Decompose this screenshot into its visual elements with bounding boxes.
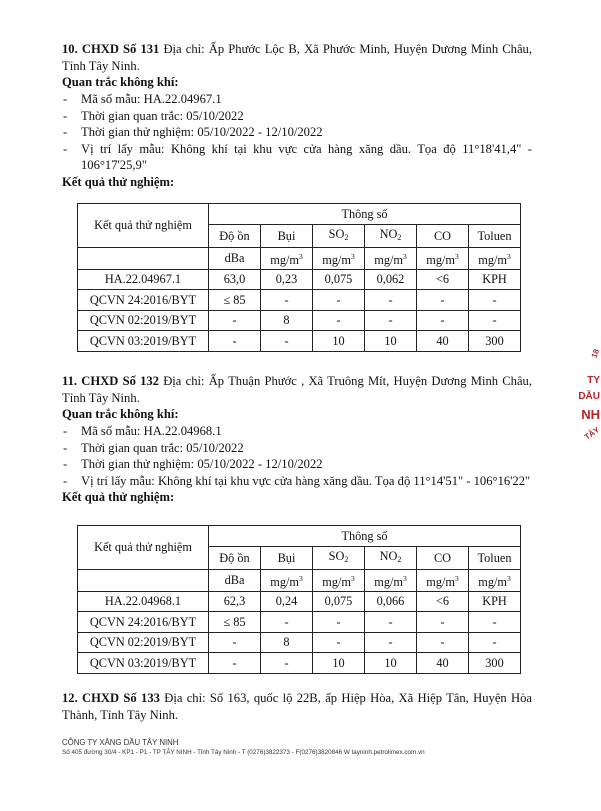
table-row [78, 653, 521, 674]
unit-cell [417, 247, 469, 269]
value-cell: - [417, 632, 469, 653]
param-name: CO [433, 550, 452, 565]
unit-cell [313, 247, 365, 269]
table-corner: Kết quả thử nghiệm [78, 204, 209, 248]
param-name: Toluen [477, 228, 512, 243]
monitor-time: - Thời gian quan trắc: 05/10/2022 [62, 440, 532, 457]
sample-code: - Mã số mẫu: HA.22.04968.1 [62, 423, 532, 440]
table-group-header: Thông số [209, 526, 521, 547]
value-cell: <6 [417, 269, 469, 290]
test-time: - Thời gian thử nghiệm: 05/10/2022 - 12/10/2022 [62, 124, 532, 141]
value-cell: - [261, 653, 313, 674]
param-header [365, 546, 417, 569]
value-cell: 300 [469, 331, 521, 352]
sample-location: - Vị trí lấy mẫu: Không khí tại khu vực cửa hàng xăng dầu. Tọa độ 11°18'41,4" - 106°17'25,9" [62, 141, 532, 174]
value-cell: - [417, 290, 469, 311]
value-cell: 0,23 [261, 269, 313, 290]
unit-superscript: 3 [350, 251, 355, 261]
param-header [261, 224, 313, 247]
row-label: QCVN 02:2019/BYT [78, 310, 209, 331]
unit-base: mg/m [322, 574, 351, 589]
value-cell: - [261, 290, 313, 311]
results-table-10 [77, 203, 521, 352]
value-cell: KPH [469, 269, 521, 290]
table-group-header: Thông số [209, 204, 521, 225]
param-name: Toluen [477, 550, 512, 565]
table-row [78, 290, 521, 311]
value-cell: 63,0 [209, 269, 261, 290]
unit-cell [469, 569, 521, 591]
param-header [469, 546, 521, 569]
units-label-cell [78, 569, 209, 591]
value-cell: - [313, 310, 365, 331]
param-subscript: 2 [344, 232, 349, 242]
table-row [78, 612, 521, 633]
table-row [78, 331, 521, 352]
table-row [78, 632, 521, 653]
value-cell: 0,075 [313, 269, 365, 290]
value-cell: KPH [469, 591, 521, 612]
value-cell: 0,066 [365, 591, 417, 612]
monitor-time: - Thời gian quan trắc: 05/10/2022 [62, 108, 532, 125]
footer-address: Số 405 đường 30/4 - KP1 - P1 - TP TÂY NINH - Tỉnh Tây Ninh - T (0276)3822373 - F(0276)3820846 W tayninh.petrolimex.com.vn [62, 749, 425, 756]
param-header [209, 546, 261, 569]
unit-base: mg/m [322, 252, 351, 267]
value-cell: - [209, 331, 261, 352]
unit-base: dBa [224, 573, 245, 587]
unit-superscript: 3 [402, 573, 407, 583]
param-subscript: 2 [397, 554, 402, 564]
param-header [365, 224, 417, 247]
company-stamp [572, 335, 600, 450]
section-11 [62, 373, 532, 506]
value-cell: - [365, 632, 417, 653]
unit-cell [365, 247, 417, 269]
value-cell: - [417, 310, 469, 331]
param-name: Độ ồn [219, 228, 250, 243]
section-12-header [62, 690, 532, 723]
section-11-result-heading: Kết quả thử nghiệm: [62, 490, 175, 505]
section-11-number: 11. CHXD Số 132 [62, 374, 159, 388]
param-subscript: 2 [397, 232, 402, 242]
value-cell: 10 [365, 331, 417, 352]
value-cell: - [365, 290, 417, 311]
value-cell: 0,062 [365, 269, 417, 290]
unit-superscript: 3 [454, 251, 459, 261]
unit-superscript: 3 [298, 573, 303, 583]
param-header [417, 224, 469, 247]
unit-superscript: 3 [350, 573, 355, 583]
unit-superscript: 3 [402, 251, 407, 261]
unit-cell [313, 569, 365, 591]
section-11-address: Địa chỉ: Ấp Thuận Phước , Xã Truông Mít, Huyện Dương Minh Châu, Tỉnh Tây Ninh. [62, 374, 532, 405]
row-label: HA.22.04968.1 [78, 591, 209, 612]
value-cell: 300 [469, 653, 521, 674]
section-10-address: Địa chỉ: Ấp Phước Lộc B, Xã Phước Minh, Huyện Dương Minh Châu, Tỉnh Tây Ninh. [62, 42, 532, 73]
param-header [261, 546, 313, 569]
param-subscript: 2 [344, 554, 349, 564]
value-cell: 8 [261, 632, 313, 653]
results-table-11 [77, 525, 521, 674]
param-header [469, 224, 521, 247]
section-12-number: 12. CHXD Số 133 [62, 691, 160, 705]
value-cell: ≤ 85 [209, 290, 261, 311]
value-cell: ≤ 85 [209, 612, 261, 633]
unit-cell [209, 247, 261, 269]
unit-cell [261, 569, 313, 591]
footer [62, 738, 582, 757]
unit-base: mg/m [270, 574, 299, 589]
param-name: SO [328, 226, 345, 241]
stamp-text: 18 [589, 347, 601, 360]
unit-base: mg/m [374, 574, 403, 589]
value-cell: - [365, 612, 417, 633]
value-cell: 10 [313, 331, 365, 352]
value-cell: - [209, 653, 261, 674]
value-cell: - [209, 632, 261, 653]
value-cell: - [469, 290, 521, 311]
param-name: CO [433, 228, 452, 243]
stamp-text: TÂY [582, 425, 601, 442]
value-cell: 0,075 [313, 591, 365, 612]
section-11-details [62, 423, 532, 489]
unit-base: mg/m [426, 252, 455, 267]
section-10-details [62, 91, 532, 174]
value-cell: - [417, 612, 469, 633]
section-12-address: Địa chỉ: Số 163, quốc lộ 22B, ấp Hiệp Hòa, Xã Hiệp Tân, Huyện Hòa Thành, Tỉnh Tây Ninh. [62, 691, 532, 722]
value-cell: - [365, 310, 417, 331]
value-cell: 8 [261, 310, 313, 331]
param-header [313, 546, 365, 569]
section-10-result-heading: Kết quả thử nghiệm: [62, 174, 175, 189]
param-name: NO [379, 548, 398, 563]
value-cell: - [469, 612, 521, 633]
unit-cell [261, 247, 313, 269]
value-cell: 10 [365, 653, 417, 674]
stamp-text: NH [581, 407, 600, 422]
row-label: HA.22.04967.1 [78, 269, 209, 290]
param-name: NO [379, 226, 398, 241]
param-name: Bụi [277, 550, 296, 565]
unit-superscript: 3 [506, 573, 511, 583]
param-name: Độ ồn [219, 550, 250, 565]
value-cell: - [261, 331, 313, 352]
section-11-header [62, 373, 532, 406]
units-label-cell [78, 247, 209, 269]
value-cell: 0,24 [261, 591, 313, 612]
unit-superscript: 3 [454, 573, 459, 583]
section-12 [62, 690, 532, 723]
section-10-header [62, 41, 532, 74]
param-name: SO [328, 548, 345, 563]
table-row [78, 310, 521, 331]
value-cell: - [469, 310, 521, 331]
unit-base: mg/m [270, 252, 299, 267]
stamp-text: DẦU [578, 391, 600, 402]
row-label: QCVN 24:2016/BYT [78, 612, 209, 633]
param-header [313, 224, 365, 247]
section-10-number: 10. CHXD Số 131 [62, 42, 160, 56]
param-name: Bụi [277, 228, 296, 243]
unit-cell [209, 569, 261, 591]
sample-code: - Mã số mẫu: HA.22.04967.1 [62, 91, 532, 108]
value-cell: 10 [313, 653, 365, 674]
section-10 [62, 41, 532, 191]
table-corner: Kết quả thử nghiệm [78, 526, 209, 570]
value-cell: - [313, 612, 365, 633]
row-label: QCVN 03:2019/BYT [78, 653, 209, 674]
unit-base: mg/m [374, 252, 403, 267]
value-cell: - [469, 632, 521, 653]
unit-base: mg/m [426, 574, 455, 589]
value-cell: - [313, 632, 365, 653]
unit-base: mg/m [478, 574, 507, 589]
section-10-monitor-heading: Quan trắc không khí: [62, 75, 179, 89]
unit-base: dBa [224, 251, 245, 265]
sample-location: - Vị trí lấy mẫu: Không khí tại khu vực cửa hàng xăng dầu. Tọa độ 11°14'51" - 106°16'22" [62, 473, 532, 490]
footer-company: CÔNG TY XĂNG DẦU TÂY NINH [62, 738, 179, 747]
table-row [78, 591, 521, 612]
value-cell: 40 [417, 653, 469, 674]
unit-cell [417, 569, 469, 591]
unit-base: mg/m [478, 252, 507, 267]
row-label: QCVN 24:2016/BYT [78, 290, 209, 311]
value-cell: 40 [417, 331, 469, 352]
row-label: QCVN 02:2019/BYT [78, 632, 209, 653]
row-label: QCVN 03:2019/BYT [78, 331, 209, 352]
test-time: - Thời gian thử nghiệm: 05/10/2022 - 12/10/2022 [62, 456, 532, 473]
unit-superscript: 3 [298, 251, 303, 261]
table-row [78, 269, 521, 290]
value-cell: - [313, 290, 365, 311]
unit-cell [365, 569, 417, 591]
param-header [209, 224, 261, 247]
stamp-text: TY [587, 375, 600, 386]
value-cell: <6 [417, 591, 469, 612]
section-11-monitor-heading: Quan trắc không khí: [62, 407, 179, 421]
param-header [417, 546, 469, 569]
unit-cell [469, 247, 521, 269]
unit-superscript: 3 [506, 251, 511, 261]
value-cell: 62,3 [209, 591, 261, 612]
value-cell: - [261, 612, 313, 633]
value-cell: - [209, 310, 261, 331]
